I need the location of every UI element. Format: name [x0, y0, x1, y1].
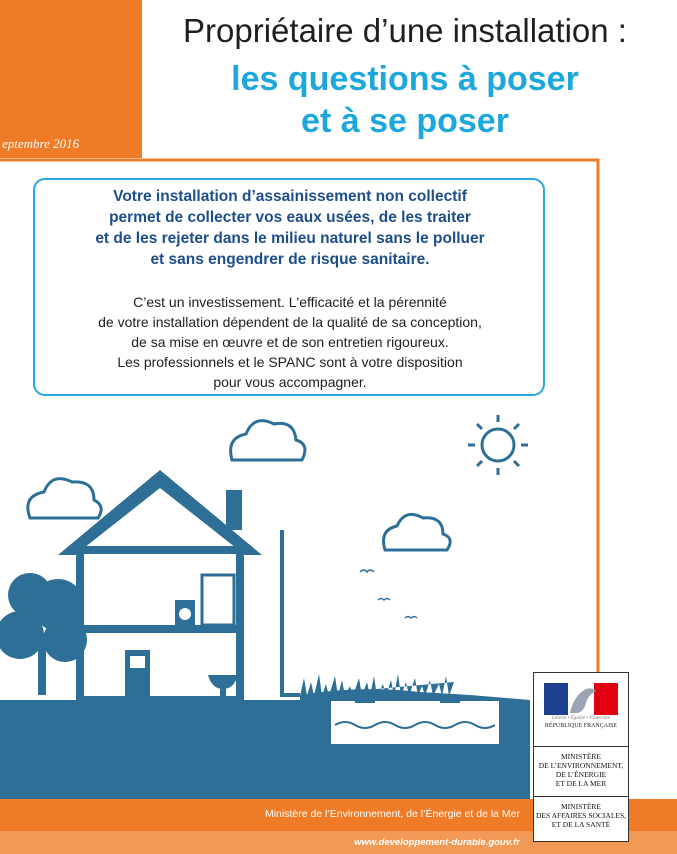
- bird-icon: [360, 570, 374, 572]
- ministry-line: MINISTÈRE: [561, 752, 601, 761]
- body-line: C’est un investissement. L'efficacité et la pérennité: [133, 294, 447, 310]
- lead-line: permet de collecter vos eaux usées, de les traiter: [109, 209, 471, 226]
- subtitle-line-1: les questions à poser: [231, 60, 579, 98]
- ministry-line: DES AFFAIRES SOCIALES,: [535, 811, 627, 820]
- marianne-logo-icon: [544, 683, 618, 715]
- body-line: Les professionnels et le SPANC sont à votre disposition: [117, 354, 463, 370]
- body-line: pour vous accompagner.: [213, 374, 367, 390]
- body-line: de votre installation dépendent de la qualité de sa conception,: [98, 314, 482, 330]
- bird-icon: [378, 599, 390, 601]
- ministry-line: ET DE LA MER: [555, 779, 607, 788]
- cloud-icon: [231, 421, 305, 460]
- ministry-social-affairs: [534, 796, 628, 841]
- subtitle-line-2: et à se poser: [301, 102, 509, 140]
- body-line: de sa mise en œuvre et de son entretien rigoureux.: [131, 334, 449, 350]
- info-lead-text: [34, 186, 546, 270]
- ministry-environment: [534, 746, 628, 796]
- info-body-text: [34, 292, 546, 392]
- footer-ministry: Ministère de l’Environnement, de l’Énergie et de la Mer: [264, 808, 520, 820]
- page-title: Propriétaire d’une installation :: [183, 12, 627, 49]
- page-subtitle: [150, 58, 660, 142]
- logo-republic: RÉPUBLIQUE FRANÇAISE: [544, 723, 618, 729]
- sun-icon: [468, 415, 528, 475]
- ministry-line: DE L’ÉNERGIE: [555, 770, 607, 779]
- lead-line: et de les rejeter dans le milieu naturel sans le polluer: [95, 230, 485, 247]
- septic-tank-icon: [330, 695, 500, 745]
- cloud-icon: [28, 479, 101, 518]
- ministry-line: ET DE LA SANTÉ: [551, 820, 611, 829]
- lead-line: Votre installation d’assainissement non collectif: [113, 188, 467, 205]
- lead-line: et sans engendrer de risque sanitaire.: [150, 251, 430, 268]
- cloud-icon: [384, 514, 451, 550]
- logo-motto: Liberté • Égalité • Fraternité: [552, 716, 610, 721]
- house-icon: [58, 470, 262, 700]
- vent-pipe: [282, 530, 300, 695]
- bird-icon: [405, 617, 417, 619]
- footer-website-link[interactable]: www.developpement-durable.gouv.fr: [354, 837, 520, 848]
- tree-icon: [0, 573, 87, 695]
- ministry-line: MINISTÈRE: [561, 802, 601, 811]
- ministry-line: DE L’ENVIRONNEMENT,: [538, 761, 624, 770]
- publication-date: eptembre 2016: [2, 136, 80, 151]
- ministry-logo-block: [533, 672, 629, 842]
